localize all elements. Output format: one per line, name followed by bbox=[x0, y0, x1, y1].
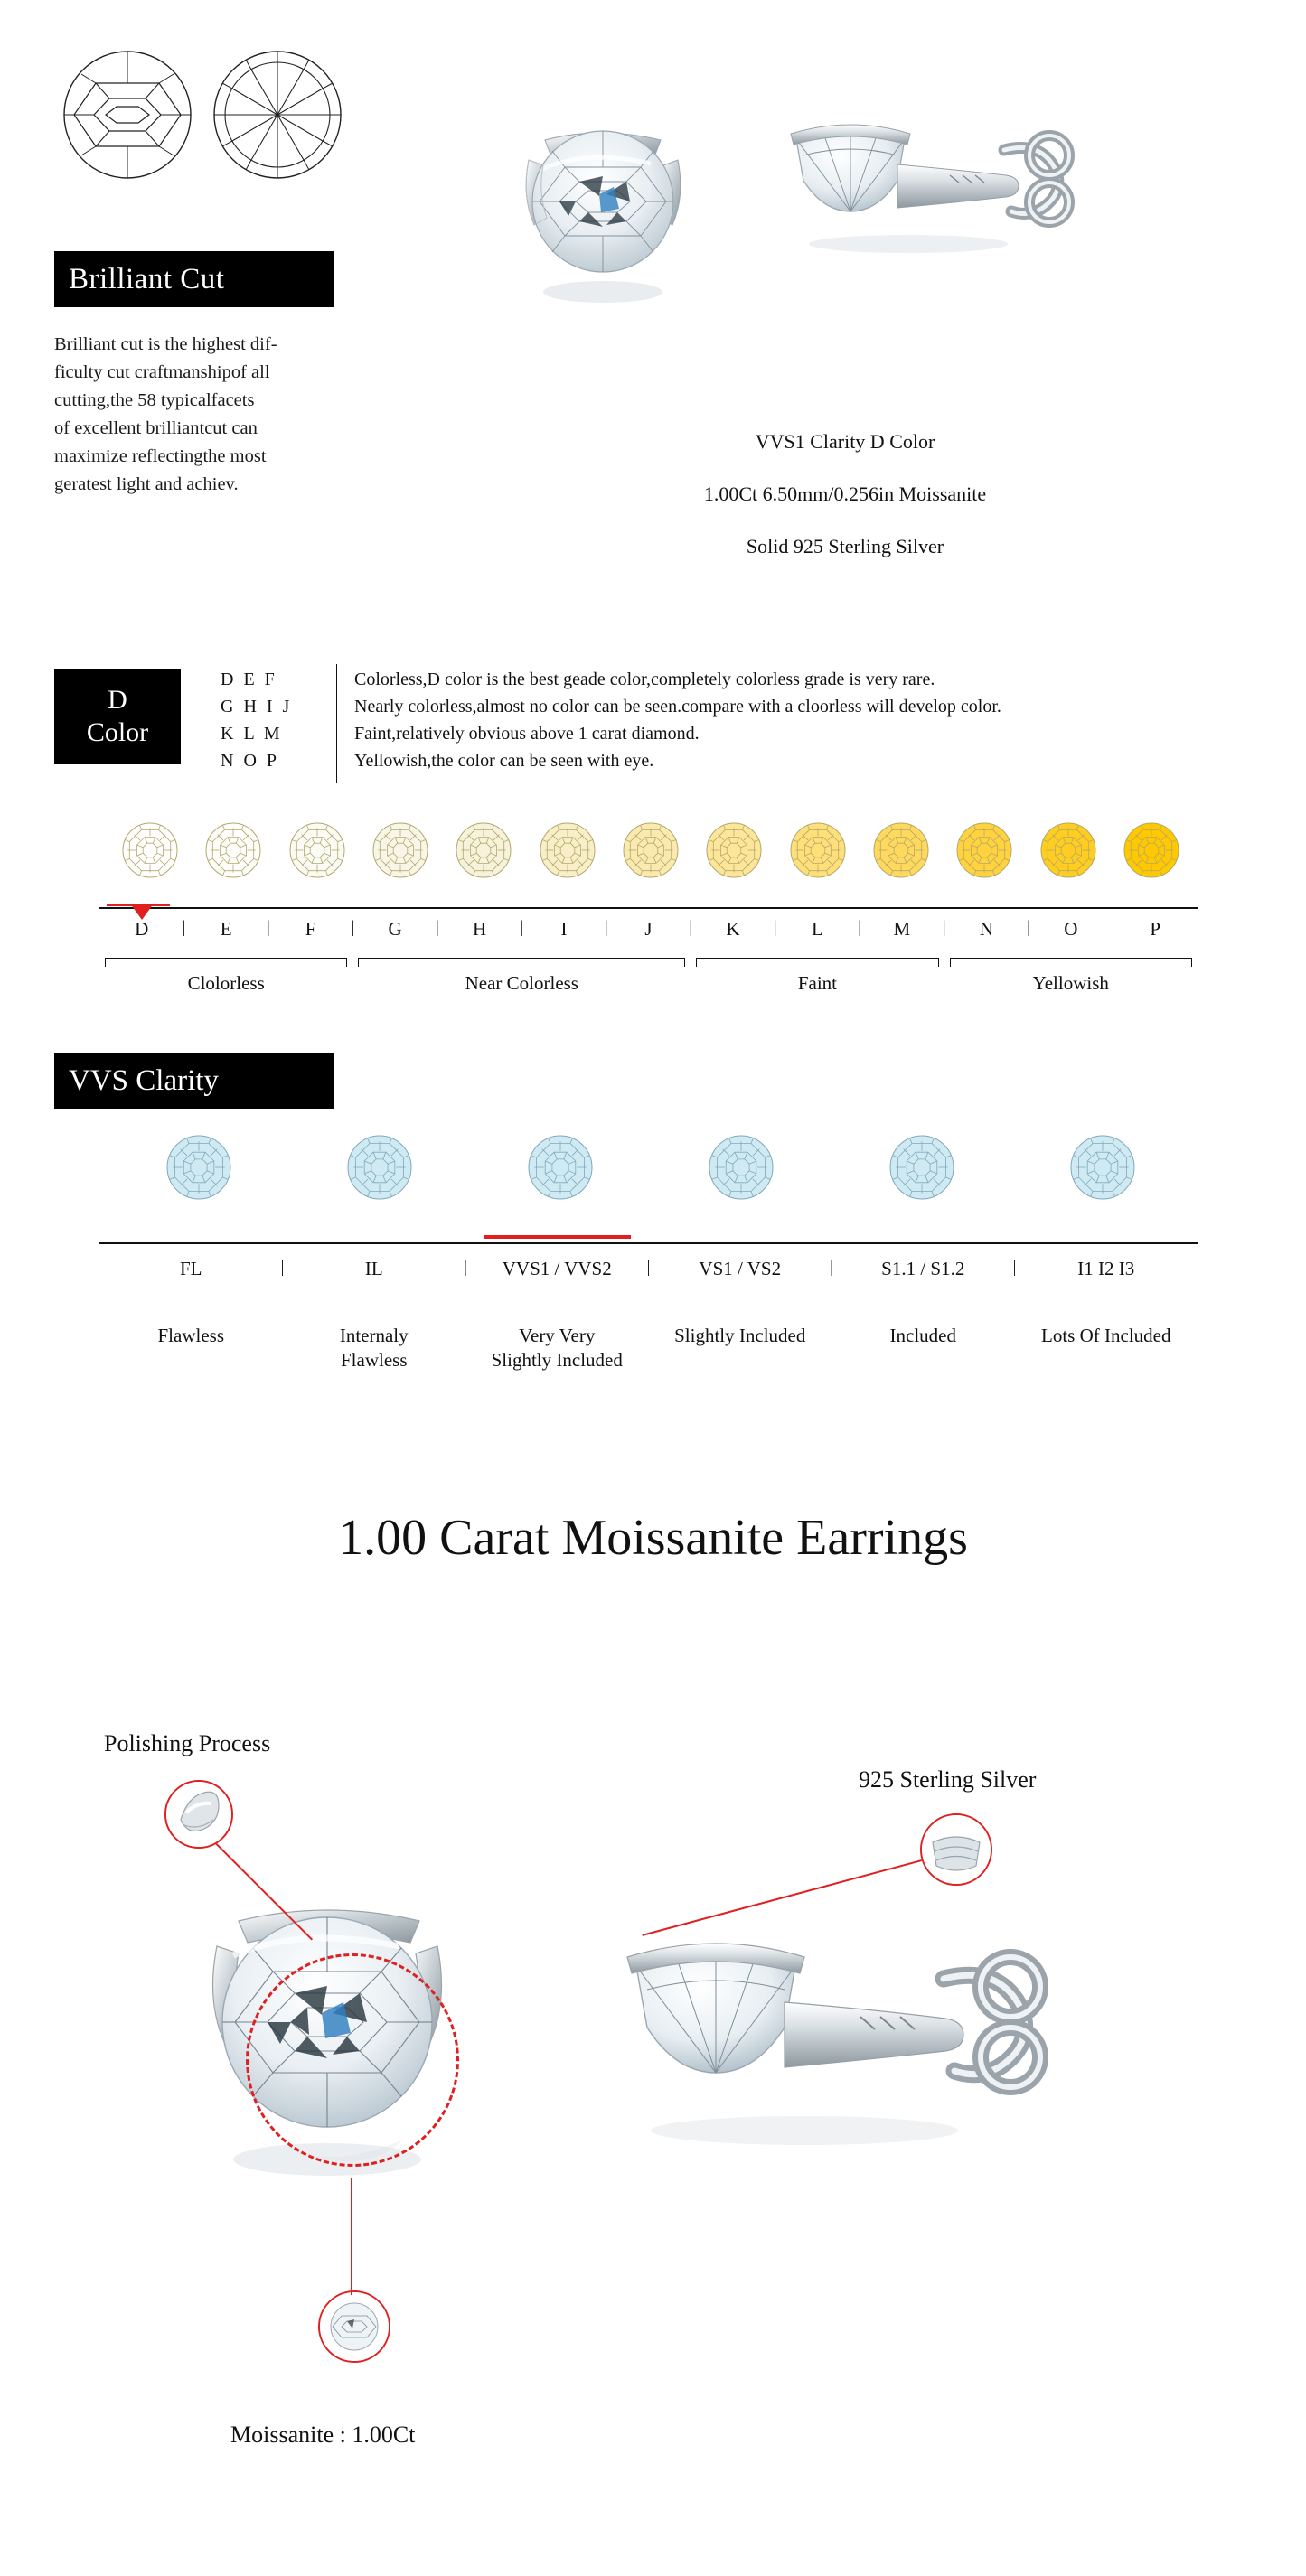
color-letter-F: F bbox=[305, 918, 316, 940]
color-scale-red-tick bbox=[107, 904, 170, 906]
vvs-clarity-badge bbox=[54, 1053, 334, 1109]
color-grade-group: G H I J bbox=[221, 697, 293, 717]
moissanite-callout-line bbox=[351, 2178, 352, 2295]
color-bracket-label: Near Colorless bbox=[465, 972, 578, 994]
d-color-badge bbox=[54, 669, 181, 764]
color-description-line: Colorless,D color is the best geade color,completely colorless grade is very rare. bbox=[354, 670, 935, 689]
clarity-separator: | bbox=[464, 1258, 467, 1277]
color-letter-separator: | bbox=[604, 918, 608, 937]
color-scale-axis bbox=[99, 907, 1198, 909]
cut-desc-line: Brilliant cut is the highest dif- bbox=[54, 334, 277, 354]
product-caption-line: Solid 925 Sterling Silver bbox=[746, 535, 944, 557]
clarity-gem-4 bbox=[889, 1135, 954, 1200]
color-bracket-label: Faint bbox=[797, 972, 837, 994]
earring-side-photo bbox=[782, 108, 1125, 289]
page-title: 1.00 Carat Moissanite Earrings bbox=[338, 1510, 968, 1566]
color-gem-scale bbox=[108, 822, 1193, 885]
polishing-process-label: Polishing Process bbox=[104, 1730, 271, 1756]
color-letter-separator: | bbox=[520, 918, 524, 937]
color-letter-separator: | bbox=[858, 918, 862, 937]
clarity-scale-axis bbox=[99, 1242, 1198, 1244]
color-letter-J: J bbox=[644, 918, 653, 940]
cut-desc-line: maximize reflectingthe most bbox=[54, 446, 267, 466]
color-bracket-label: Yellowish bbox=[1032, 972, 1109, 994]
color-letter-K: K bbox=[726, 918, 740, 940]
color-grade-group: K L M bbox=[221, 724, 283, 744]
color-letter-separator: | bbox=[1027, 918, 1030, 937]
silver-callout-circle bbox=[920, 1813, 992, 1886]
moissanite-weight-label: Moissanite : 1.00Ct bbox=[230, 2421, 416, 2448]
color-gem-J bbox=[623, 822, 679, 878]
clarity-gem-5 bbox=[1070, 1135, 1135, 1200]
color-letter-separator: | bbox=[351, 918, 355, 937]
clarity-description bbox=[465, 1324, 649, 1372]
brilliant-cut-badge bbox=[54, 251, 334, 307]
clarity-gem-2 bbox=[528, 1135, 593, 1200]
clarity-gem-1 bbox=[347, 1135, 412, 1200]
clarity-separator: | bbox=[280, 1258, 285, 1277]
color-letter-separator: | bbox=[182, 918, 186, 937]
clarity-description-line: Very Very bbox=[519, 1325, 596, 1346]
clarity-grade-label: I1 I2 I3 bbox=[1077, 1258, 1135, 1279]
color-gem-O bbox=[1040, 822, 1096, 878]
color-gem-E bbox=[205, 822, 261, 878]
clarity-description-line: Flawless bbox=[157, 1325, 224, 1346]
color-grade-groups bbox=[221, 666, 338, 774]
color-gem-N bbox=[956, 822, 1012, 878]
clarity-description-line: Slightly Included bbox=[491, 1349, 623, 1371]
color-descriptions bbox=[354, 666, 1168, 774]
product-caption-block bbox=[597, 416, 1094, 573]
color-letter-separator: | bbox=[942, 918, 946, 937]
brilliant-cut-bottom-view-diagram bbox=[210, 47, 345, 183]
color-bracket-label: Clolorless bbox=[187, 972, 265, 994]
color-letter-I: I bbox=[560, 918, 568, 940]
clarity-description bbox=[1015, 1324, 1198, 1348]
color-letter-N: N bbox=[979, 918, 993, 940]
clarity-description-line: Lots Of Included bbox=[1041, 1325, 1171, 1346]
clarity-grade-label: IL bbox=[364, 1258, 383, 1279]
polishing-callout-circle bbox=[164, 1780, 233, 1849]
color-letter-separator: | bbox=[773, 918, 777, 937]
color-scale-letters bbox=[99, 918, 1198, 949]
color-scale-brackets bbox=[99, 958, 1198, 1012]
color-letter-H: H bbox=[472, 918, 487, 940]
color-gem-H bbox=[456, 822, 512, 878]
cut-desc-line: ficulty cut craftmanshipof all bbox=[54, 362, 270, 382]
sterling-silver-label: 925 Sterling Silver bbox=[859, 1766, 1037, 1793]
clarity-scale-marker bbox=[484, 1235, 631, 1239]
clarity-description-line: Internaly bbox=[339, 1325, 409, 1346]
color-gem-D bbox=[122, 822, 178, 878]
color-letter-O: O bbox=[1064, 918, 1078, 940]
color-grade-group: N O P bbox=[221, 751, 280, 771]
brilliant-cut-badge-label: Brilliant Cut bbox=[69, 262, 225, 295]
color-gem-M bbox=[873, 822, 929, 878]
bottom-earring-side-photo bbox=[615, 1916, 1121, 2214]
clarity-grade-label: S1.1 / S1.2 bbox=[881, 1258, 965, 1279]
vvs-clarity-badge-label: VVS Clarity bbox=[69, 1063, 219, 1097]
color-letter-P: P bbox=[1150, 918, 1161, 940]
clarity-separator: | bbox=[646, 1258, 651, 1277]
color-letter-separator: | bbox=[1111, 918, 1115, 937]
brilliant-cut-description bbox=[54, 331, 352, 499]
color-description-line: Faint,relatively obvious above 1 carat diamond. bbox=[354, 724, 700, 744]
clarity-description-line: Flawless bbox=[341, 1349, 408, 1371]
d-color-badge-line1: D bbox=[108, 685, 127, 715]
earring-front-photo bbox=[493, 104, 719, 330]
color-gem-P bbox=[1123, 822, 1179, 878]
clarity-description bbox=[99, 1324, 283, 1348]
clarity-grade-label: FL bbox=[179, 1258, 202, 1279]
color-gem-F bbox=[289, 822, 345, 878]
color-letter-L: L bbox=[812, 918, 823, 940]
clarity-description bbox=[832, 1324, 1015, 1348]
cut-desc-line: cutting,the 58 typicalfacets bbox=[54, 390, 255, 410]
color-description-line: Nearly colorless,almost no color can be seen.compare with a cloorless will develop color. bbox=[354, 697, 1001, 717]
color-letter-M: M bbox=[893, 918, 911, 940]
moissanite-callout-circle bbox=[318, 2290, 390, 2363]
color-gem-I bbox=[540, 822, 596, 878]
clarity-description-line: Included bbox=[889, 1325, 956, 1346]
clarity-gem-0 bbox=[166, 1135, 231, 1200]
color-letter-E: E bbox=[220, 918, 232, 940]
cut-desc-line: of excellent brilliantcut can bbox=[54, 418, 258, 438]
clarity-separator: | bbox=[1012, 1258, 1017, 1277]
clarity-description bbox=[649, 1324, 832, 1348]
clarity-scale-descriptions bbox=[99, 1324, 1198, 1378]
brilliant-cut-top-view-diagram bbox=[60, 47, 195, 183]
color-letter-G: G bbox=[388, 918, 402, 940]
color-letter-separator: | bbox=[267, 918, 270, 937]
d-color-badge-line2: Color bbox=[86, 717, 149, 747]
color-gem-L bbox=[790, 822, 846, 878]
color-grade-group: D E F bbox=[221, 670, 277, 689]
gem-highlight-dashed-circle bbox=[246, 1953, 459, 2167]
color-description-line: Yellowish,the color can be seen with eye. bbox=[354, 751, 654, 771]
cut-desc-line: geratest light and achiev. bbox=[54, 474, 239, 494]
clarity-separator: | bbox=[830, 1258, 833, 1277]
color-vertical-divider bbox=[336, 664, 337, 783]
product-caption-line: 1.00Ct 6.50mm/0.256in Moissanite bbox=[703, 482, 987, 505]
clarity-description bbox=[283, 1324, 466, 1372]
clarity-description-line: Slightly Included bbox=[674, 1325, 806, 1346]
color-gem-G bbox=[372, 822, 428, 878]
clarity-scale-labels bbox=[99, 1258, 1198, 1285]
product-caption-line: VVS1 Clarity D Color bbox=[755, 430, 935, 453]
clarity-grade-label: VVS1 / VVS2 bbox=[502, 1258, 612, 1279]
color-letter-separator: | bbox=[689, 918, 693, 937]
clarity-grade-label: VS1 / VS2 bbox=[699, 1258, 782, 1279]
clarity-gem-scale bbox=[108, 1135, 1193, 1207]
color-gem-K bbox=[706, 822, 762, 878]
color-letter-D: D bbox=[135, 918, 149, 940]
color-letter-separator: | bbox=[435, 918, 439, 937]
clarity-gem-3 bbox=[709, 1135, 774, 1200]
